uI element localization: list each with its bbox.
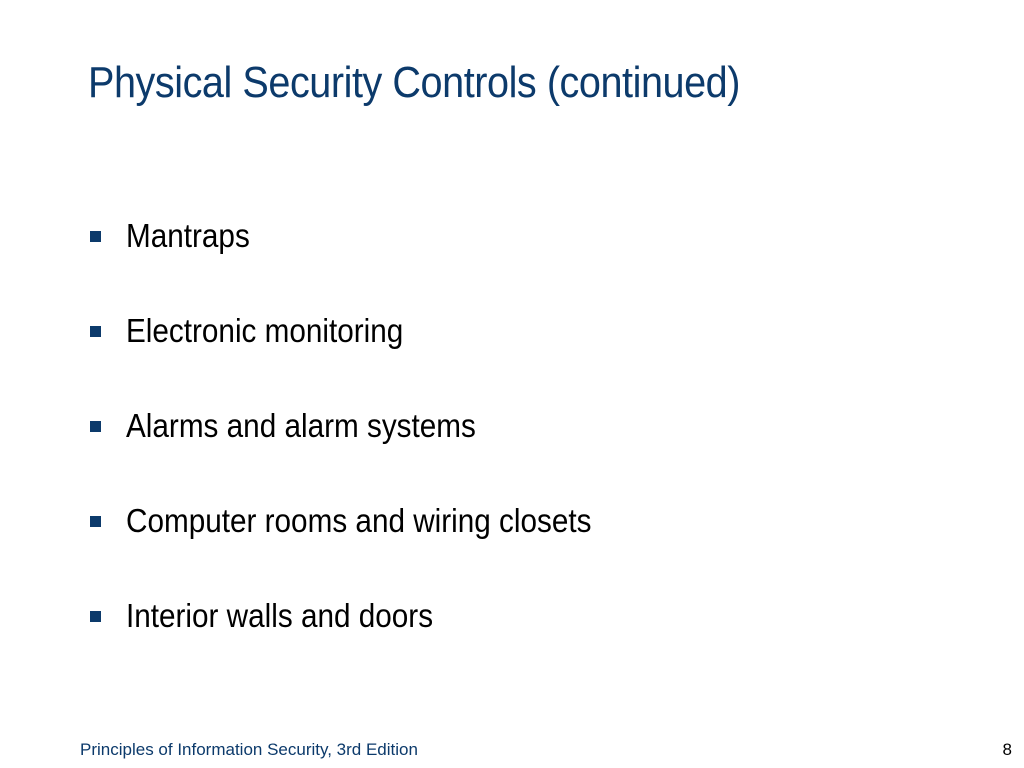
square-bullet-icon xyxy=(90,326,101,337)
slide-title: Physical Security Controls (continued) xyxy=(88,58,740,107)
bullet-item xyxy=(90,497,643,545)
bullet-item xyxy=(90,592,643,640)
bullet-text: Interior walls and doors xyxy=(126,597,434,634)
bullet-text: Electronic monitoring xyxy=(126,312,404,349)
bullet-text: Mantraps xyxy=(126,217,250,254)
square-bullet-icon xyxy=(90,421,101,432)
bullet-text: Alarms and alarm systems xyxy=(126,407,476,444)
bullet-list xyxy=(90,212,643,687)
footer-book-title: Principles of Information Security, 3rd Edition xyxy=(80,740,418,759)
bullet-text: Computer rooms and wiring closets xyxy=(126,502,592,539)
bullet-item xyxy=(90,212,643,260)
page-number: 8 xyxy=(1002,740,1012,759)
bullet-item xyxy=(90,307,643,355)
square-bullet-icon xyxy=(90,231,101,242)
square-bullet-icon xyxy=(90,516,101,527)
bullet-item xyxy=(90,402,643,450)
square-bullet-icon xyxy=(90,611,101,622)
